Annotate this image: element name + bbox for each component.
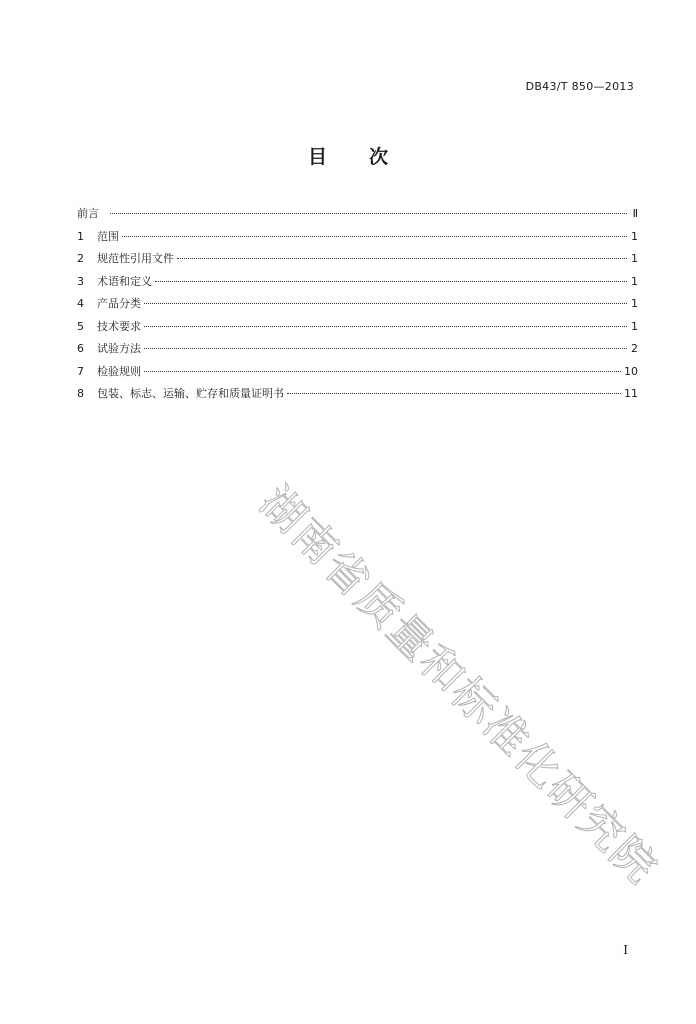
toc-entry-page: 1 [631,274,638,288]
toc-entry-label: 产品分类 [97,297,141,310]
toc-heading-char: 目 [307,146,327,168]
toc-entry-label: 规范性引用文件 [97,252,174,265]
toc-entry-page: 1 [631,252,638,265]
toc-entry-label: 试验方法 [97,342,141,355]
toc-entry-label: 术语和定义 [97,274,152,288]
toc-entry-number: 4 [77,297,84,310]
toc-entry-page: 1 [631,297,638,310]
table-of-contents [77,205,638,408]
toc-dot-leader [287,393,621,394]
toc-entry-number: 8 [77,387,84,400]
toc-entry-label: 前言 [77,207,99,220]
toc-dot-leader [144,348,627,349]
toc-dot-leader [122,236,627,237]
toc-entry-page: 2 [631,342,638,355]
institute-watermark: 湖南省质量和标准化研究院 [249,477,668,895]
toc-entry-terms-definitions[interactable] [77,273,638,296]
toc-entry-label: 包装、标志、运输、贮存和质量证明书 [97,387,284,400]
toc-entry-packaging-marking[interactable] [77,385,638,408]
toc-dot-leader [144,326,627,327]
toc-dot-leader [144,371,621,372]
toc-entry-inspection-rules[interactable] [77,363,638,386]
toc-heading [0,142,696,169]
toc-entry-number: 6 [77,342,84,355]
toc-dot-leader [110,213,627,214]
toc-entry-number: 5 [77,319,84,333]
toc-entry-normative-references[interactable] [77,250,638,273]
toc-entry-page: 1 [631,319,638,333]
toc-entry-label: 技术要求 [97,319,141,333]
toc-entry-label: 检验规则 [97,364,141,378]
toc-entry-test-methods[interactable] [77,340,638,363]
toc-entry-number: 7 [77,364,84,378]
toc-entry-page: 10 [624,364,638,378]
toc-entry-preface[interactable] [77,205,638,228]
standard-code: DB43/T 850—2013 [525,80,634,93]
toc-entry-scope[interactable] [77,228,638,251]
toc-dot-leader [155,281,627,282]
toc-entry-product-classification[interactable] [77,295,638,318]
toc-heading-char: 次 [369,146,389,168]
page-number: I [623,943,628,957]
toc-dot-leader [177,258,627,259]
toc-entry-page: 11 [624,387,638,400]
toc-entry-label: 范围 [97,229,119,243]
toc-entry-page: Ⅱ [632,207,638,220]
toc-entry-number: 2 [77,252,84,265]
toc-dot-leader [144,303,627,304]
toc-entry-number: 3 [77,274,84,288]
toc-entry-technical-requirements[interactable] [77,318,638,341]
toc-entry-number: 1 [77,229,84,243]
toc-entry-page: 1 [631,229,638,243]
